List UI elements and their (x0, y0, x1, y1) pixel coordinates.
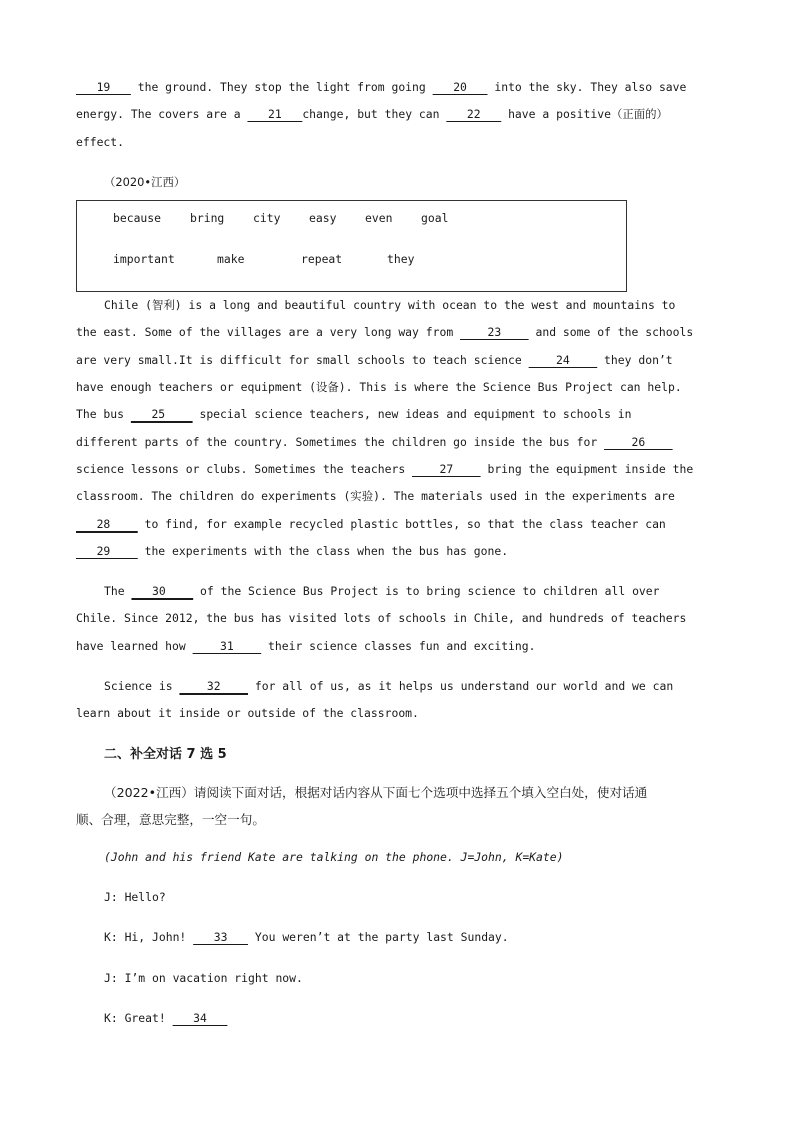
text: the experiments with the class when the bus has gone. (137, 543, 509, 558)
blank-25[interactable]: 25 (130, 407, 193, 422)
dialogue-line: J: I’m on vacation right now. (104, 970, 303, 985)
text-line (76, 401, 716, 428)
text: their science classes fun and exciting. (261, 638, 536, 653)
text: into the sky. They also save (487, 80, 687, 94)
text-line (76, 74, 716, 101)
text: Science is (104, 679, 180, 694)
blank-19[interactable]: 19 (76, 80, 131, 94)
word-option: because (113, 211, 162, 226)
blank-22[interactable]: 22 (446, 107, 502, 122)
blank-33[interactable]: 33 (193, 930, 249, 945)
blank-28[interactable]: 28 (76, 516, 138, 531)
text-line (76, 319, 716, 346)
text: different parts of the country. Sometimes the children go inside the bus for (76, 434, 605, 449)
blank-24[interactable]: 24 (528, 352, 598, 367)
text: energy. The covers are a (76, 107, 248, 122)
source-text: （2022•江西） (104, 784, 194, 800)
text: have a positive（正面的） (501, 107, 668, 122)
blank-32[interactable]: 32 (179, 679, 249, 694)
blank-34[interactable]: 34 (172, 1010, 228, 1025)
blank-21[interactable]: 21 (247, 107, 303, 122)
instruction-line (76, 779, 716, 806)
text: The (104, 584, 132, 599)
text: they don’t (597, 352, 673, 367)
blank-31[interactable]: 31 (192, 638, 262, 653)
text: and some of the schools (528, 325, 694, 340)
text: of the Science Bus Project is to bring science to children all over (193, 584, 660, 599)
text-line (76, 578, 716, 605)
word-option: goal (421, 211, 449, 226)
word-option: city (253, 211, 281, 226)
word-option: important (113, 252, 175, 267)
word-option: bring (190, 211, 225, 226)
word-option: repeat (301, 252, 343, 267)
dialogue-line (76, 1005, 716, 1032)
text: to find, for example recycled plastic bottles, so that the class teacher can (137, 516, 666, 531)
text: K: Great! (104, 1010, 173, 1025)
text-line: Chile (智利) is a long and beautiful country with ocean to the west and mountains to (104, 298, 676, 313)
word-option: make (217, 252, 245, 267)
text: The bus (76, 407, 131, 422)
text-line (76, 538, 716, 565)
source-text: （2020•江西） (104, 174, 186, 189)
text-line: effect. (76, 134, 125, 149)
text: are very small.It is difficult for small schools to teach science (76, 352, 529, 367)
blank-20[interactable]: 20 (432, 80, 488, 94)
dialogue-line (76, 924, 716, 951)
text-line (76, 347, 716, 374)
text-line: have enough teachers or equipment (设备). This is where the Science Bus Project can help. (76, 380, 682, 395)
text-line (76, 429, 716, 456)
text-line (76, 673, 716, 700)
text: K: Hi, John! (104, 930, 194, 945)
word-option: easy (309, 211, 337, 226)
dialogue-line: J: Hello? (104, 889, 166, 904)
text-line (76, 456, 716, 483)
blank-23[interactable]: 23 (460, 325, 529, 340)
word-option: even (365, 211, 393, 226)
text-line: Chile. Since 2012, the bus has visited lots of schools in Chile, and hundreds of teachers (76, 611, 687, 626)
text: science lessons or clubs. Sometimes the teachers (76, 461, 413, 476)
blank-30[interactable]: 30 (131, 584, 194, 599)
text: You weren’t at the party last Sunday. (248, 930, 509, 945)
text: special science teachers, new ideas and equipment to schools in (192, 407, 632, 422)
text: 请阅读下面对话，根据对话内容从下面七个选项中选择五个填入空白处，使对话通 (193, 784, 648, 800)
text-line (76, 633, 716, 660)
word-box (76, 200, 627, 292)
text: change, but they can (302, 107, 447, 122)
text: have learned how (76, 638, 193, 653)
blank-26[interactable]: 26 (604, 434, 673, 449)
text: for all of us, as it helps us understand our world and we can (248, 679, 674, 694)
text-line (76, 101, 716, 128)
word-option: they (387, 252, 415, 267)
dialogue-context: (John and his friend Kate are talking on the phone. J=John, K=Kate) (104, 849, 564, 864)
blank-29[interactable]: 29 (76, 543, 138, 558)
source-label (76, 169, 716, 196)
section-heading: 二、补全对话 7 选 5 (104, 746, 227, 762)
text: the east. Some of the villages are a very long way from (76, 325, 461, 340)
instruction-line: 顺、合理，意思完整，一空一句。 (76, 811, 265, 827)
text: the ground. They stop the light from going (130, 80, 433, 94)
text-line (76, 511, 716, 538)
text-line: learn about it inside or outside of the classroom. (76, 706, 419, 721)
text: bring the equipment inside the (480, 461, 694, 476)
worksheet-page (76, 74, 716, 1032)
blank-27[interactable]: 27 (412, 461, 481, 476)
text-line: classroom. The children do experiments (实验). The materials used in the experiments are (76, 489, 675, 504)
